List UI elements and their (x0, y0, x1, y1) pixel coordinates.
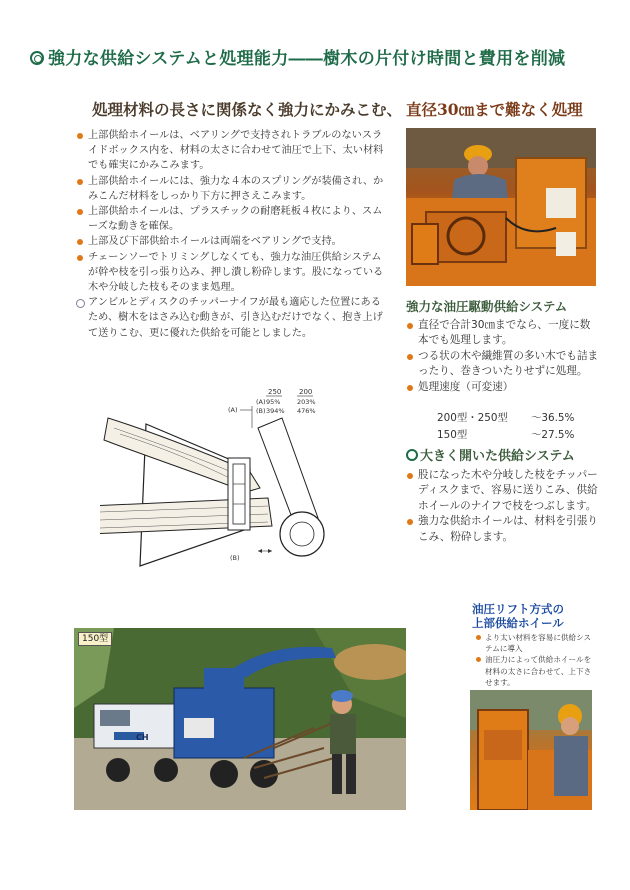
row-b-200: 476% (297, 407, 316, 415)
list-item: 上部供給ホイールは、ベアリングで支持されトラブルのないスライドボックス内を、材料の太さに合わせて油圧で上下、太い材料でも確実にかみこみます。 (76, 128, 386, 174)
list-item: 直径で合計30㎝までなら、一度に数本でも処理します。 (406, 318, 600, 349)
left-bullet-list (76, 128, 386, 341)
truck-text: CH (136, 733, 149, 742)
speed-model: 200型・250型 (437, 412, 508, 424)
list-item: つる状の木や繊維質の多い木でも詰まったり、巻きついたりせずに処理。 (406, 349, 600, 380)
table-row (437, 428, 574, 443)
dimension-b-label: (B) (230, 554, 240, 562)
double-circle-icon (30, 51, 44, 65)
row-b-250: 394% (266, 407, 285, 415)
right-heading-open-feed (406, 445, 575, 464)
list-item: 処理速度（可変速） (406, 380, 600, 395)
lift-heading-line2: 上部供給ホイール (472, 616, 564, 630)
lift-heading-line1: 油圧リフト方式の (472, 602, 564, 616)
list-item: より太い材料を容易に供給システムに導入 (476, 632, 594, 654)
speed-model: 150型 (437, 429, 468, 441)
list-item: 股になった木や分岐した枝をチッパーディスクまで、容易に送りこみ、供給ホイールのナイフで枝をつぶします。 (406, 468, 600, 514)
feed-system-diagram (100, 388, 400, 578)
left-section-heading: 処理材料の長さに関係なく強力にかみこむ、 (92, 100, 403, 119)
open-feed-bullet-list (406, 468, 600, 545)
chipper-disc-shape (280, 512, 324, 556)
page-headline (30, 44, 610, 69)
row-a-250: 95% (266, 398, 281, 406)
chipper-field-photo (74, 628, 406, 810)
list-item: 強力な供給ホイールは、材料を引張りこみ、粉砕します。 (406, 514, 600, 545)
row-b-label: (B) (256, 407, 266, 415)
list-item: チェーンソーでトリミングしなくても、強力な油圧供給システムが幹や枝を引っ張り込み、押し潰し粉砕します。股になっている木や分岐した枝もそのまま処理。 (76, 250, 386, 296)
right-heading-hydraulic: 強力な油圧駆動供給システム (406, 299, 568, 314)
right-heading-diameter: 直径30㎝まで難なく処理 (406, 100, 583, 119)
lift-section-heading (472, 602, 564, 630)
right-heading-open-feed-text: 大きく開いた供給システム (420, 449, 575, 464)
hydraulic-bullet-list (406, 318, 600, 395)
list-item-special: アンビルとディスクのチッパーナイフが最も適応した位置にあるため、樹木をはさみ込む動きが、引き込むだけでなく、抱き上げて送りこむ、更に優れた供給を可能としました。 (76, 295, 386, 341)
lift-bullet-list (476, 632, 594, 688)
list-item: 上部供給ホイールは、プラスチックの耐磨耗板４枚により、スムーズな動きを確保。 (76, 204, 386, 234)
chipper-closeup-photo (406, 128, 596, 286)
lift-feed-wheel-photo (470, 690, 592, 810)
table-row (437, 411, 574, 426)
feed-wheel-housing (228, 458, 250, 530)
double-circle-icon (406, 449, 418, 461)
col-200-label: 200 (299, 388, 313, 396)
row-a-label: (A) (256, 398, 266, 406)
model-badge: 150型 (78, 632, 112, 646)
row-a-200: 203% (297, 398, 316, 406)
page-headline-text: 強力な供給システムと処理能力――樹木の片付け時間と費用を削減 (48, 49, 566, 69)
speed-value: ～36.5% (531, 412, 575, 424)
speed-value: ～27.5% (531, 429, 575, 441)
dimension-a-label: (A) (228, 406, 238, 414)
speed-table (435, 409, 576, 445)
list-item: 上部及び下部供給ホイールは両端をベアリングで支持。 (76, 234, 386, 249)
list-item: 油圧力によって供給ホイールを材料の太さに合わせて、上下させます。 (476, 654, 594, 688)
list-item: 上部供給ホイールには、強力な４本のスプリングが装備され、かみこんだ材料をしっかり下方に押さえこみます。 (76, 174, 386, 204)
col-250-label: 250 (268, 388, 282, 396)
